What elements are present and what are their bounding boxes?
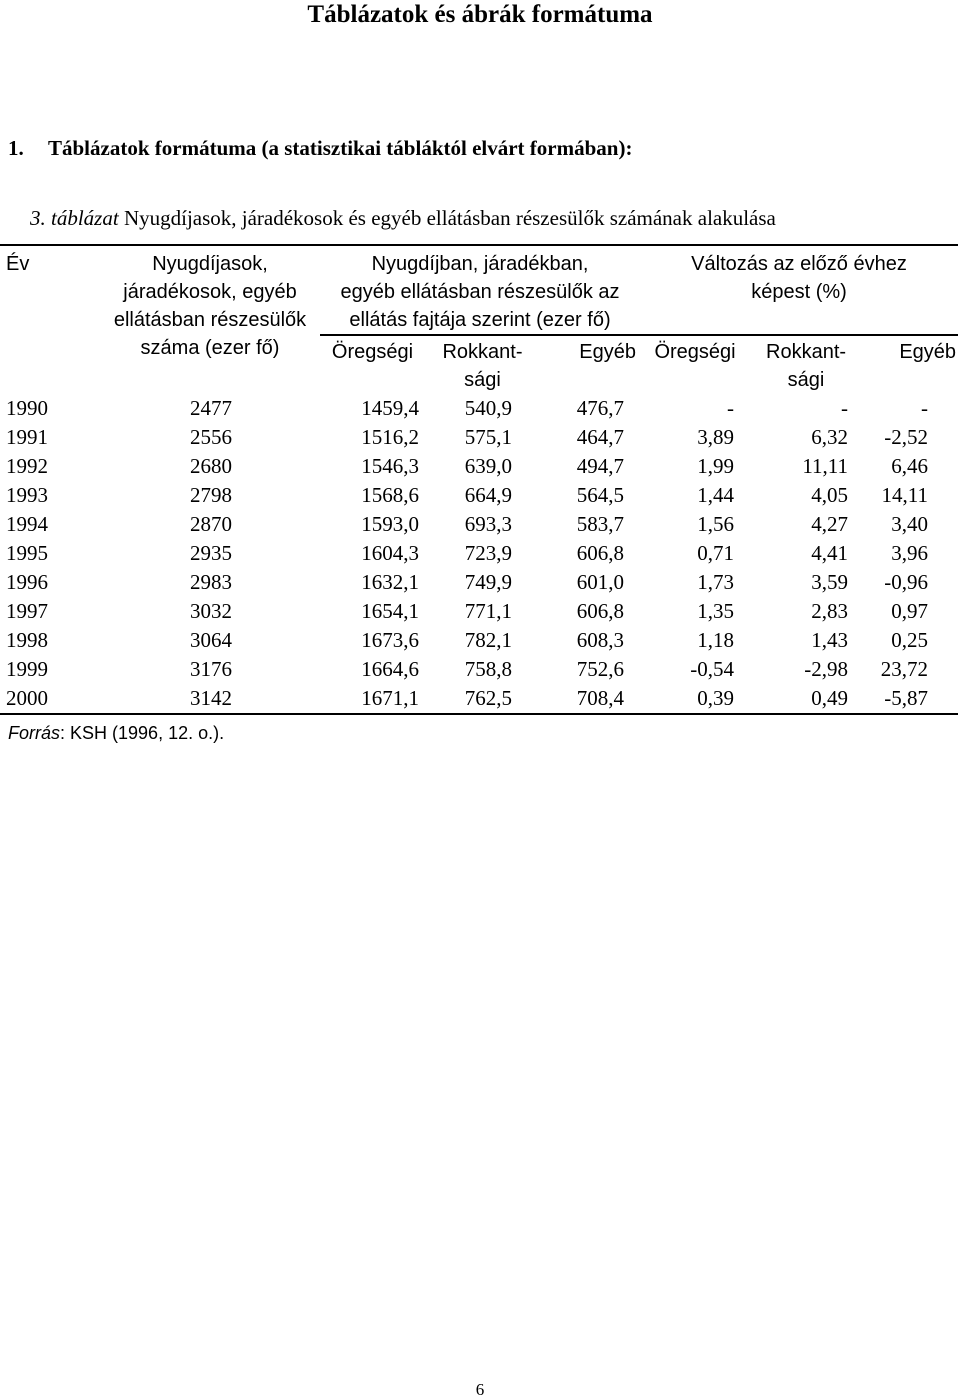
header-by-type-line: Nyugdíjban, járadékban, (371, 253, 589, 275)
cell-change-other: 23,72 (880, 657, 929, 681)
cell-total: 3176 (190, 657, 232, 681)
source-text: : KSH (1996, 12. o.). (60, 723, 225, 743)
cell-disability: 693,3 (464, 512, 512, 536)
cell-change-disability: -2,98 (804, 657, 849, 681)
cell-change-disability: - (841, 396, 849, 420)
table-row (0, 423, 958, 452)
header-total-line: járadékosok, egyéb (123, 281, 297, 303)
cell-old-age: 1568,6 (361, 483, 419, 507)
table-row (0, 394, 958, 423)
cell-old-age: 1671,1 (361, 686, 419, 710)
cell-change-other: -0,96 (884, 570, 929, 594)
cell-change-old-age: 1,73 (697, 570, 735, 594)
cell-change-old-age: 0,71 (697, 541, 735, 565)
page-number: 6 (475, 1380, 485, 1399)
cell-old-age: 1593,0 (361, 512, 419, 536)
cell-change-old-age: 1,18 (697, 628, 735, 652)
table-row (0, 568, 958, 597)
cell-total: 2477 (190, 396, 232, 420)
cell-change-old-age: 1,99 (697, 454, 735, 478)
cell-other: 464,7 (576, 425, 625, 449)
header-total (100, 245, 320, 394)
cell-old-age: 1546,3 (361, 454, 419, 478)
cell-year: 1996 (6, 570, 48, 594)
cell-year: 1994 (6, 512, 48, 536)
cell-change-other: 14,11 (881, 483, 929, 507)
table-row (0, 510, 958, 539)
table-body (0, 394, 958, 714)
header-by-type-line: ellátás fajtája szerint (ezer fő) (349, 309, 611, 331)
header-change (640, 245, 958, 335)
cell-old-age: 1516,2 (361, 425, 419, 449)
cell-disability: 782,1 (464, 628, 512, 652)
pension-statistics-table (0, 244, 958, 715)
table-row (0, 481, 958, 510)
header-change-line: Változás az előző évhez (691, 253, 907, 275)
cell-year: 1991 (6, 425, 48, 449)
cell-total: 2983 (190, 570, 232, 594)
cell-change-disability: 11,11 (802, 454, 849, 478)
cell-change-other: - (921, 396, 929, 420)
cell-year: 1998 (6, 628, 48, 652)
header-total-line: Nyugdíjasok, (152, 253, 268, 275)
cell-change-other: -2,52 (884, 425, 929, 449)
cell-year: 2000 (6, 686, 48, 710)
cell-change-disability: 1,43 (811, 628, 849, 652)
cell-change-old-age: -0,54 (690, 657, 735, 681)
header-change-disability-line: sági (787, 369, 825, 391)
cell-old-age: 1632,1 (361, 570, 419, 594)
cell-change-disability: 6,32 (811, 425, 849, 449)
header-by-type (320, 245, 640, 335)
cell-disability: 771,1 (464, 599, 512, 623)
page-title: Táblázatok és ábrák formátuma (307, 1, 653, 28)
cell-old-age: 1664,6 (361, 657, 419, 681)
table-caption-label: 3. táblázat (30, 206, 119, 230)
table-row (0, 452, 958, 481)
header-disability-line: Rokkant- (442, 341, 523, 363)
cell-year: 1995 (6, 541, 48, 565)
cell-disability: 575,1 (464, 425, 512, 449)
cell-other: 476,7 (576, 396, 625, 420)
cell-total: 2556 (190, 425, 232, 449)
cell-other: 564,5 (576, 483, 625, 507)
cell-change-old-age: 0,39 (697, 686, 735, 710)
cell-disability: 762,5 (464, 686, 512, 710)
header-year: Év (6, 253, 30, 275)
cell-change-other: 0,25 (891, 628, 929, 652)
header-old-age: Öregségi (320, 335, 425, 394)
cell-total: 3032 (190, 599, 232, 623)
cell-old-age: 1604,3 (361, 541, 419, 565)
header-total-line: ellátásban részesülők (113, 309, 307, 331)
cell-change-disability: 3,59 (811, 570, 849, 594)
cell-year: 1997 (6, 599, 48, 623)
cell-change-disability: 4,41 (811, 541, 849, 565)
cell-other: 708,4 (576, 686, 625, 710)
cell-year: 1992 (6, 454, 48, 478)
cell-total: 2798 (190, 483, 232, 507)
cell-other: 494,7 (576, 454, 625, 478)
header-disability-line: sági (464, 369, 501, 391)
cell-change-other: 0,97 (891, 599, 929, 623)
cell-disability: 664,9 (464, 483, 512, 507)
cell-year: 1999 (6, 657, 48, 681)
cell-total: 3064 (190, 628, 232, 652)
cell-change-old-age: 1,44 (697, 483, 735, 507)
cell-old-age: 1673,6 (361, 628, 419, 652)
cell-change-other: 3,96 (891, 541, 929, 565)
cell-other: 606,8 (576, 599, 625, 623)
cell-change-old-age: 1,35 (697, 599, 735, 623)
cell-change-disability: 4,05 (811, 483, 849, 507)
cell-change-disability: 4,27 (811, 512, 849, 536)
header-total-line: száma (ezer fő) (140, 337, 280, 359)
table-caption (30, 206, 776, 231)
cell-change-other: 3,40 (891, 512, 929, 536)
section-number: 1. (8, 136, 24, 160)
cell-year: 1993 (6, 483, 48, 507)
cell-change-disability: 2,83 (811, 599, 849, 623)
header-change-disability (750, 335, 862, 394)
cell-year: 1990 (6, 396, 48, 420)
cell-total: 3142 (190, 686, 232, 710)
table-row (0, 597, 958, 626)
cell-change-disability: 0,49 (811, 686, 849, 710)
cell-change-other: 6,46 (891, 454, 929, 478)
table-row (0, 539, 958, 568)
cell-other: 601,0 (576, 570, 625, 594)
cell-disability: 749,9 (464, 570, 512, 594)
cell-disability: 639,0 (464, 454, 512, 478)
table-row (0, 655, 958, 684)
header-disability (425, 335, 540, 394)
cell-other: 752,6 (576, 657, 625, 681)
section-heading (8, 136, 632, 161)
table-row (0, 626, 958, 655)
cell-other: 608,3 (576, 628, 625, 652)
section-title: Táblázatok formátuma (a statisztikai tábláktól elvárt formában): (48, 136, 633, 160)
cell-change-other: -5,87 (884, 686, 929, 710)
header-change-other: Egyéb (862, 335, 958, 394)
table-row (0, 684, 958, 714)
source-note (8, 723, 224, 744)
source-label: Forrás (8, 723, 61, 743)
cell-old-age: 1459,4 (361, 396, 419, 420)
cell-change-old-age: 1,56 (697, 512, 735, 536)
cell-change-old-age: - (727, 396, 735, 420)
cell-total: 2870 (190, 512, 232, 536)
header-by-type-line: egyéb ellátásban részesülők az (340, 281, 620, 303)
cell-disability: 723,9 (464, 541, 512, 565)
cell-other: 583,7 (576, 512, 625, 536)
header-other: Egyéb (540, 335, 640, 394)
cell-total: 2935 (190, 541, 232, 565)
header-change-old-age: Öregségi (640, 335, 750, 394)
cell-total: 2680 (190, 454, 232, 478)
cell-change-old-age: 3,89 (697, 425, 735, 449)
cell-other: 606,8 (576, 541, 625, 565)
header-change-line: képest (%) (751, 281, 847, 303)
cell-old-age: 1654,1 (361, 599, 419, 623)
cell-disability: 540,9 (464, 396, 512, 420)
cell-disability: 758,8 (464, 657, 512, 681)
table-caption-text: Nyugdíjasok, járadékosok és egyéb ellátásban részesülők számának alakulása (118, 206, 776, 230)
header-change-disability-line: Rokkant- (766, 341, 847, 363)
